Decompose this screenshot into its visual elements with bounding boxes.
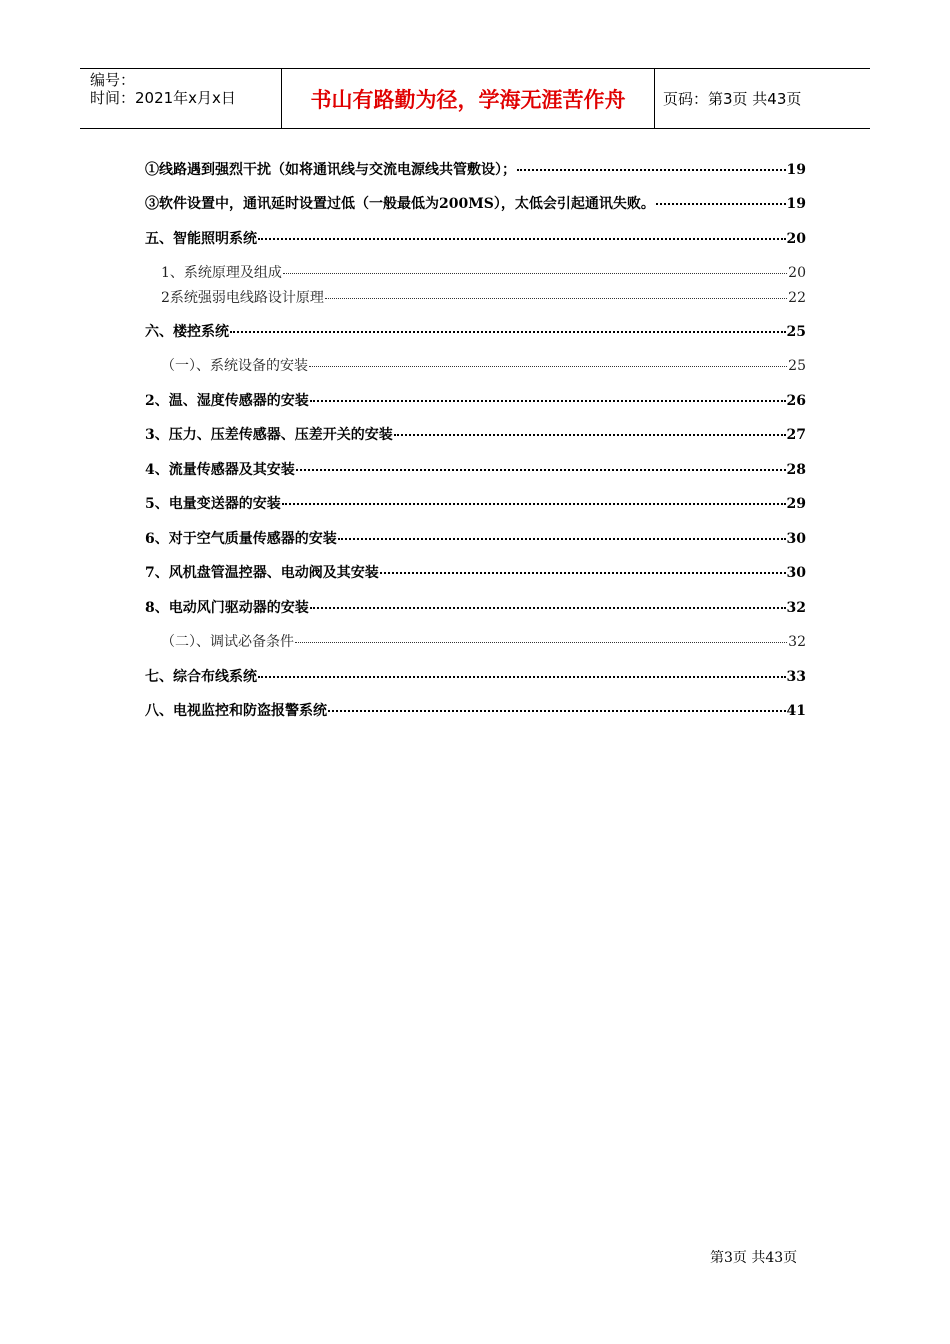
toc-entry-page: 41 <box>786 703 806 719</box>
toc-entry[interactable] <box>145 424 806 444</box>
toc-entry-title: 3、压力、压差传感器、压差开关的安装 <box>145 427 393 443</box>
toc-leader-dots <box>230 331 786 333</box>
document-date-label: 时间：2021年x月x日 <box>90 89 236 107</box>
toc-leader-dots <box>282 503 786 505</box>
toc-entry-page: 28 <box>786 462 806 478</box>
header-motto: 书山有路勤为径，学海无涯苦作舟 <box>282 69 655 128</box>
toc-entry-page: 19 <box>786 196 806 212</box>
toc-entry[interactable] <box>161 262 806 282</box>
toc-entry[interactable] <box>145 700 806 720</box>
toc-entry-page: 30 <box>786 531 806 547</box>
document-number-label: 编号： <box>90 71 136 89</box>
toc-entry[interactable] <box>145 193 806 213</box>
toc-entry-page: 22 <box>788 290 806 306</box>
toc-entry-page: 26 <box>786 393 806 409</box>
toc-entry[interactable] <box>145 528 806 548</box>
toc-entry-title: 六、楼控系统 <box>145 324 229 340</box>
toc-entry-title: 1、系统原理及组成 <box>161 265 282 281</box>
toc-entry[interactable] <box>145 493 806 513</box>
toc-entry-title: 8、电动风门驱动器的安装 <box>145 600 309 616</box>
toc-entry-page: 33 <box>786 669 806 685</box>
toc-entry-title: 2系统强弱电线路设计原理 <box>161 290 324 306</box>
toc-entry[interactable] <box>145 459 806 479</box>
toc-leader-dots <box>296 469 786 471</box>
toc-leader-dots <box>310 607 786 609</box>
toc-entry-page: 25 <box>788 358 806 374</box>
toc-leader-dots <box>656 203 786 205</box>
toc-leader-dots <box>380 572 786 574</box>
toc-leader-dots <box>328 710 786 712</box>
toc-entry[interactable] <box>145 666 806 686</box>
toc-entry[interactable] <box>145 321 806 341</box>
toc-entry[interactable] <box>161 631 806 651</box>
toc-entry[interactable] <box>161 287 806 307</box>
toc-entry-page: 20 <box>786 231 806 247</box>
toc-entry-page: 20 <box>788 265 806 281</box>
toc-leader-dots <box>309 366 787 367</box>
toc-entry-title: 2、温、湿度传感器的安装 <box>145 393 309 409</box>
toc-entry-page: 27 <box>786 427 806 443</box>
toc-entry[interactable] <box>145 390 806 410</box>
toc-leader-dots <box>325 298 787 299</box>
toc-entry-title: ①线路遇到强烈干扰（如将通讯线与交流电源线共管敷设）； <box>145 162 516 178</box>
toc-entry[interactable] <box>145 562 806 582</box>
toc-entry[interactable] <box>145 159 806 179</box>
toc-leader-dots <box>295 642 787 643</box>
toc-entry-page: 32 <box>786 600 806 616</box>
toc-leader-dots <box>338 538 786 540</box>
toc-entry-title: 五、智能照明系统 <box>145 231 257 247</box>
toc-entry-title: 八、电视监控和防盗报警系统 <box>145 703 327 719</box>
toc-entry[interactable] <box>145 228 806 248</box>
toc-leader-dots <box>394 434 786 436</box>
toc-leader-dots <box>310 400 786 402</box>
header-page-number: 页码：第3页 共43页 <box>663 90 802 108</box>
toc-entry-title: 7、风机盘管温控器、电动阀及其安装 <box>145 565 379 581</box>
toc-entry-page: 30 <box>786 565 806 581</box>
toc-entry-title: 6、对于空气质量传感器的安装 <box>145 531 337 547</box>
toc-entry[interactable] <box>161 355 806 375</box>
toc-entry-title: ③软件设置中，通讯延时设置过低（一般最低为200MS），太低会引起通讯失败。 <box>145 196 655 212</box>
toc-leader-dots <box>283 273 787 274</box>
toc-entry-page: 32 <box>788 634 806 650</box>
toc-entry-title: 七、综合布线系统 <box>145 669 257 685</box>
toc-entry-title: （一）、系统设备的安装 <box>161 358 308 374</box>
toc-entry-title: 4、流量传感器及其安装 <box>145 462 295 478</box>
toc-leader-dots <box>517 169 786 171</box>
toc-entry-title: （二）、调试必备条件 <box>161 634 294 650</box>
toc-entry-title: 5、电量变送器的安装 <box>145 496 281 512</box>
toc-entry[interactable] <box>145 597 806 617</box>
toc-leader-dots <box>258 238 786 240</box>
toc-entry-page: 25 <box>786 324 806 340</box>
toc-entry-page: 19 <box>786 162 806 178</box>
page-footer-number: 第3页 共43页 <box>710 1250 798 1266</box>
toc-leader-dots <box>258 676 786 678</box>
toc-entry-page: 29 <box>786 496 806 512</box>
